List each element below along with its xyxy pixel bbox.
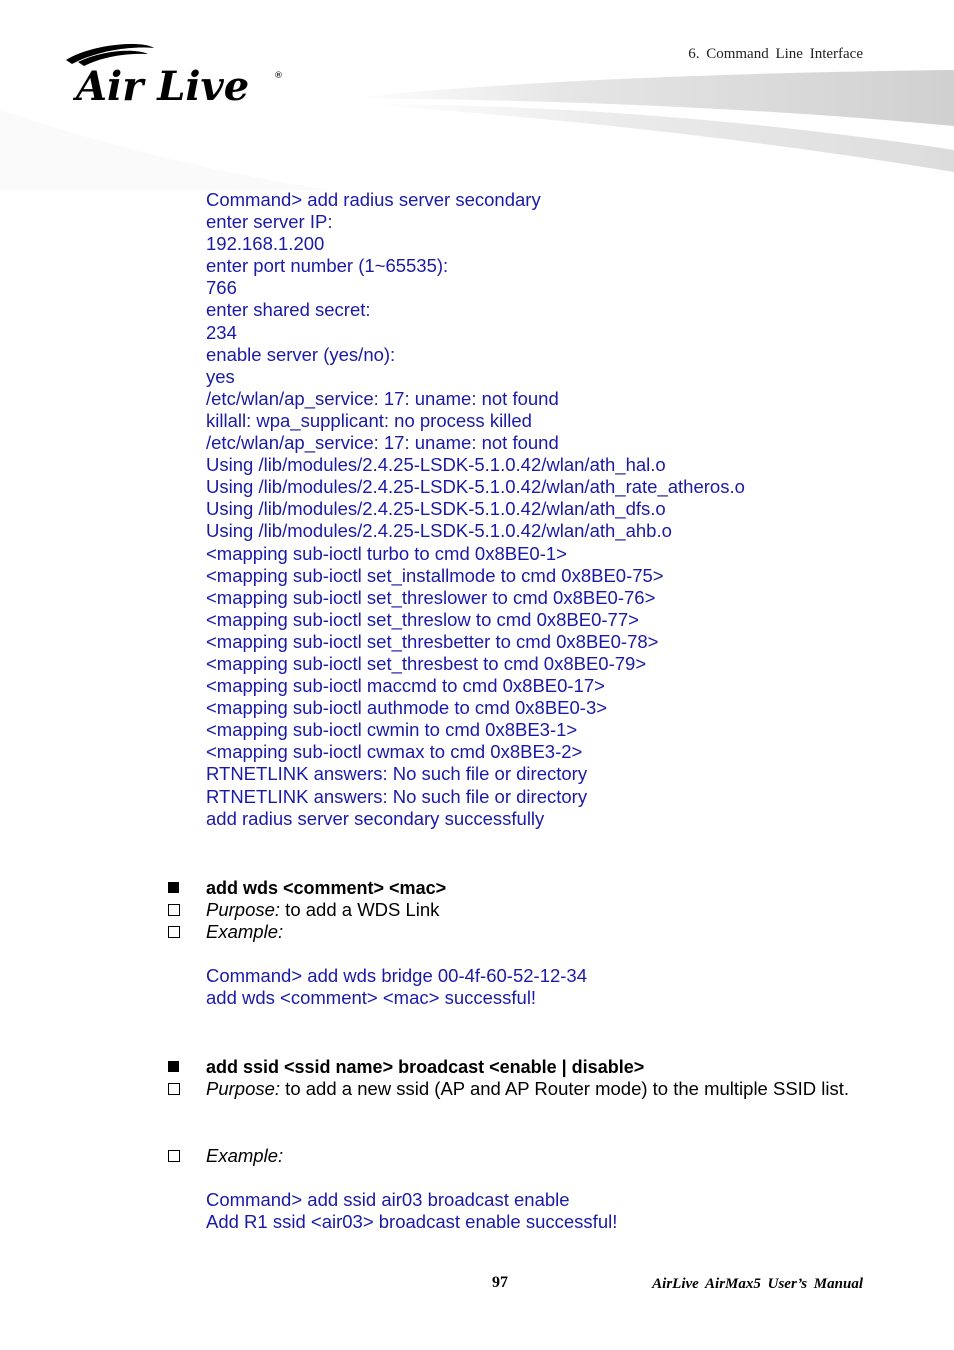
code-line: <mapping sub-ioctl set_threslower to cmd 0x8BE0-76>: [206, 586, 656, 608]
code-line: /etc/wlan/ap_service: 17: uname: not found: [206, 387, 559, 409]
ssid-example-output: [206, 1189, 886, 1233]
code-line: <mapping sub-ioctl set_thresbetter to cmd 0x8BE0-78>: [206, 630, 659, 652]
code-line: <mapping sub-ioctl cwmax to cmd 0x8BE3-2>: [206, 741, 583, 763]
code-line: enter server IP:: [206, 211, 333, 233]
wds-example-output: [206, 965, 886, 1009]
code-line: /etc/wlan/ap_service: 17: uname: not found: [206, 432, 559, 454]
ssid-purpose-item: [168, 1078, 858, 1100]
manual-title: AirLive AirMax5 User’s Manual: [652, 1276, 863, 1292]
code-line: killall: wpa_supplicant: no process killed: [206, 409, 532, 431]
ssid-command-title: add ssid <ssid name> broadcast <enable | disable>: [206, 1057, 645, 1077]
logo-text: Air Live: [76, 63, 250, 110]
airlive-logo: [62, 40, 292, 110]
chapter-header: 6. Command Line Interface: [688, 46, 863, 62]
code-line: Using /lib/modules/2.4.25-LSDK-5.1.0.42/wlan/ath_dfs.o: [206, 498, 666, 520]
code-line: add radius server secondary successfully: [206, 807, 545, 829]
code-line: <mapping sub-ioctl maccmd to cmd 0x8BE0-17>: [206, 675, 605, 697]
code-line: Command> add ssid air03 broadcast enable: [206, 1189, 570, 1210]
code-line: 766: [206, 277, 237, 299]
code-line: enable server (yes/no):: [206, 343, 396, 365]
wds-example-item: [168, 921, 858, 943]
code-line: <mapping sub-ioctl authmode to cmd 0x8BE0-3>: [206, 697, 608, 719]
code-line: 234: [206, 321, 237, 343]
ssid-purpose-text: to add a new ssid (AP and AP Router mode) to the multiple SSID list.: [280, 1078, 850, 1099]
airlive-logo-mark: [62, 40, 292, 110]
code-line: Using /lib/modules/2.4.25-LSDK-5.1.0.42/wlan/ath_rate_atheros.o: [206, 476, 745, 498]
example-label: Example:: [206, 921, 284, 942]
code-line: enter shared secret:: [206, 299, 371, 321]
wds-purpose-text: to add a WDS Link: [280, 899, 440, 920]
code-line: <mapping sub-ioctl set_thresbest to cmd 0x8BE0-79>: [206, 652, 647, 674]
wds-command-heading: [168, 877, 868, 899]
purpose-label: Purpose:: [206, 1078, 281, 1099]
code-line: RTNETLINK answers: No such file or directory: [206, 785, 588, 807]
checkbox-bullet-icon: [168, 926, 180, 938]
ssid-command-heading: [168, 1056, 868, 1078]
code-line: <mapping sub-ioctl turbo to cmd 0x8BE0-1>: [206, 542, 567, 564]
code-line: Using /lib/modules/2.4.25-LSDK-5.1.0.42/wlan/ath_hal.o: [206, 454, 666, 476]
page-number: 97: [492, 1274, 508, 1291]
code-line: enter port number (1~65535):: [206, 255, 449, 277]
example-label: Example:: [206, 1145, 284, 1166]
registered-mark: ®: [274, 71, 283, 81]
code-line: Command> add wds bridge 00-4f-60-52-12-34: [206, 965, 588, 986]
code-line: Command> add radius server secondary: [206, 189, 541, 210]
code-line: Add R1 ssid <air03> broadcast enable successful!: [206, 1211, 618, 1233]
bullet-square-icon: [168, 1061, 179, 1072]
code-line: yes: [206, 365, 235, 387]
code-line: <mapping sub-ioctl set_threslow to cmd 0x8BE0-77>: [206, 608, 639, 630]
wds-purpose-item: [168, 899, 858, 921]
code-line: Using /lib/modules/2.4.25-LSDK-5.1.0.42/wlan/ath_ahb.o: [206, 520, 672, 542]
code-line: <mapping sub-ioctl set_installmode to cmd 0x8BE0-75>: [206, 564, 664, 586]
code-line: 192.168.1.200: [206, 233, 325, 255]
checkbox-bullet-icon: [168, 904, 180, 916]
bullet-square-icon: [168, 882, 179, 893]
code-line: <mapping sub-ioctl cwmin to cmd 0x8BE3-1>: [206, 719, 578, 741]
code-line: add wds <comment> <mac> successful!: [206, 987, 537, 1009]
purpose-label: Purpose:: [206, 899, 281, 920]
wds-command-title: add wds <comment> <mac>: [206, 878, 447, 898]
ssid-example-item: [168, 1145, 858, 1167]
checkbox-bullet-icon: [168, 1150, 180, 1162]
radius-command-output: [206, 189, 886, 830]
checkbox-bullet-icon: [168, 1083, 180, 1095]
code-line: RTNETLINK answers: No such file or directory: [206, 763, 588, 785]
